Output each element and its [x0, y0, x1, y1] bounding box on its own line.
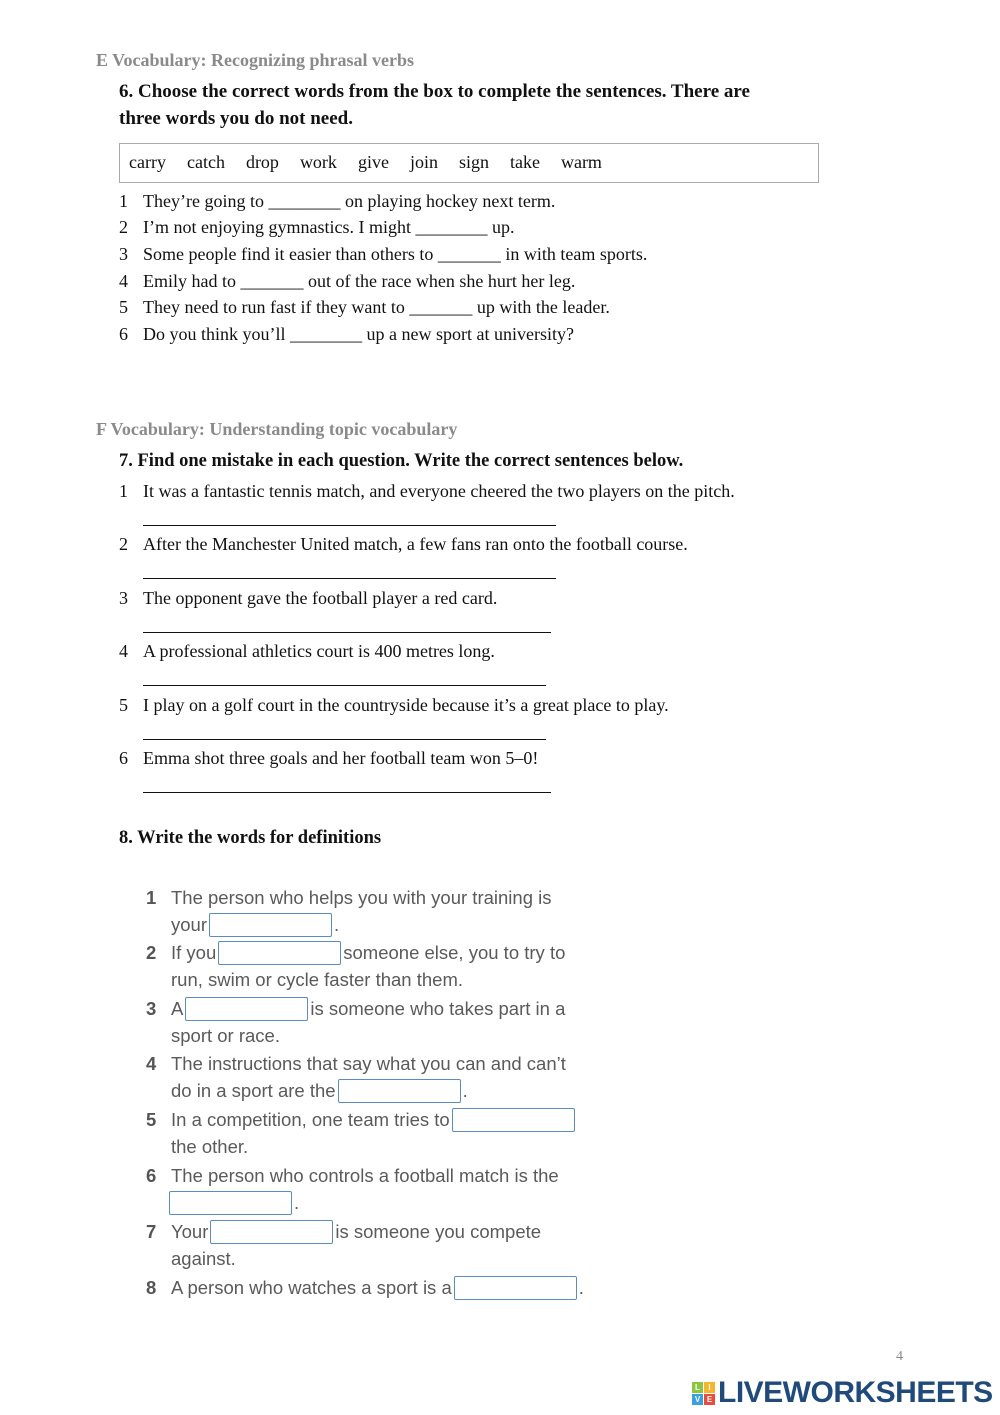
answer-box-5[interactable]	[452, 1108, 575, 1132]
logo-letter: I	[704, 1382, 715, 1393]
item-text: I play on a golf court in the countryside because it’s a great place to play.	[143, 695, 669, 715]
logo-letter: V	[692, 1394, 703, 1405]
q6-instruction-1: 6. Choose the correct words from the box to complete the sentences. There are	[119, 81, 750, 102]
mistake-item	[119, 534, 688, 555]
item-text: Do you think you’ll ________ up a new sport at university?	[143, 324, 574, 344]
word-box	[119, 143, 819, 183]
logo-letter: E	[704, 1394, 715, 1405]
word: join	[409, 152, 438, 172]
definition-4: 4 The instructions that say what you can and can’t	[146, 1052, 566, 1074]
definition-7: 7 Your is someone you compete	[146, 1220, 542, 1242]
word: take	[509, 152, 540, 172]
definition-5: 5 In a competition, one team tries to	[146, 1106, 577, 1133]
answer-line[interactable]	[143, 685, 546, 686]
sentence-item	[119, 217, 514, 238]
item-number: 3	[119, 588, 128, 608]
liveworksheets-logo	[692, 1376, 993, 1410]
item-text: They need to run fast if they want to _______ up with the leader.	[143, 297, 610, 317]
logo-letter: L	[692, 1382, 703, 1393]
answer-box-2[interactable]	[218, 941, 341, 965]
mistake-item	[119, 748, 538, 769]
item-text: Emily had to _______ out of the race when she hurt her leg.	[143, 271, 576, 291]
definition-1-line2: your .	[171, 913, 340, 935]
item-text: They’re going to ________ on playing hockey next term.	[143, 191, 556, 211]
item-number: 2	[119, 217, 128, 237]
word: carry	[129, 152, 166, 172]
sentence-item	[119, 191, 555, 212]
word: catch	[186, 152, 225, 172]
mistake-item	[119, 641, 495, 662]
answer-box-4[interactable]	[338, 1079, 461, 1103]
q7-instruction: 7. Find one mistake in each question. Write the correct sentences below.	[119, 451, 684, 471]
section-f-title: F Vocabulary: Understanding topic vocabulary	[96, 419, 458, 439]
answer-line[interactable]	[143, 525, 556, 526]
item-text: Some people find it easier than others to _______ in with team sports.	[143, 244, 648, 264]
answer-box-3[interactable]	[185, 997, 308, 1021]
definition-6-line2: .	[146, 1189, 299, 1216]
logo-squares-icon	[692, 1382, 715, 1405]
definition-6: 6 The person who controls a football match is the	[146, 1164, 559, 1186]
section-e-title: E Vocabulary: Recognizing phrasal verbs	[96, 50, 415, 70]
definition-8: 8 A person who watches a sport is a .	[146, 1276, 584, 1298]
definition-2: 2 If you someone else, you to try to	[146, 941, 566, 963]
definition-7-line2: against.	[171, 1247, 236, 1269]
item-number: 6	[119, 748, 128, 768]
item-number: 4	[119, 641, 128, 661]
item-number: 5	[119, 297, 128, 317]
definition-4-line2: do in a sport are the .	[171, 1079, 468, 1101]
answer-line[interactable]	[143, 739, 546, 740]
answer-box-1[interactable]	[209, 913, 332, 937]
page-number: 4	[896, 1349, 903, 1364]
answer-box-6[interactable]	[169, 1191, 292, 1215]
definition-3-line2: sport or race.	[171, 1024, 280, 1046]
definition-3: 3 A is someone who takes part in a	[146, 997, 566, 1019]
item-number: 1	[119, 481, 128, 501]
mistake-item	[119, 695, 669, 716]
word: give	[357, 152, 389, 172]
mistake-item	[119, 588, 497, 609]
definition-2-line2: run, swim or cycle faster than them.	[171, 968, 463, 990]
item-number: 6	[119, 324, 128, 344]
item-number: 3	[119, 244, 128, 264]
item-text: I’m not enjoying gymnastics. I might ________ up.	[143, 217, 515, 237]
q6-instruction-2: three words you do not need.	[119, 108, 353, 129]
answer-box-8[interactable]	[454, 1276, 577, 1300]
word: warm	[560, 152, 602, 172]
sentence-item	[119, 244, 647, 265]
sentence-item	[119, 324, 574, 345]
item-text: Emma shot three goals and her football team won 5–0!	[143, 748, 539, 768]
item-text: A professional athletics court is 400 metres long.	[143, 641, 495, 661]
item-number: 2	[119, 534, 128, 554]
q8-instruction: 8. Write the words for definitions	[119, 828, 382, 848]
definition-1: 1 The person who helps you with your training is	[146, 886, 552, 908]
mistake-item	[119, 481, 735, 502]
word: drop	[245, 152, 279, 172]
item-number: 1	[119, 191, 128, 211]
item-number: 5	[119, 695, 128, 715]
sentence-item	[119, 271, 575, 292]
answer-line[interactable]	[143, 632, 551, 633]
item-text: After the Manchester United match, a few fans ran onto the football course.	[143, 534, 688, 554]
item-number: 4	[119, 271, 128, 291]
item-text: It was a fantastic tennis match, and everyone cheered the two players on the pitch.	[143, 481, 735, 501]
item-text: The opponent gave the football player a red card.	[143, 588, 498, 608]
answer-box-7[interactable]	[210, 1220, 333, 1244]
sentence-item	[119, 297, 610, 318]
answer-line[interactable]	[143, 792, 551, 793]
logo-text: LIVEWORKSHEETS	[718, 1376, 993, 1409]
word: sign	[458, 152, 489, 172]
definition-5-line2: the other.	[171, 1135, 249, 1157]
answer-line[interactable]	[143, 578, 556, 579]
word: work	[299, 152, 337, 172]
